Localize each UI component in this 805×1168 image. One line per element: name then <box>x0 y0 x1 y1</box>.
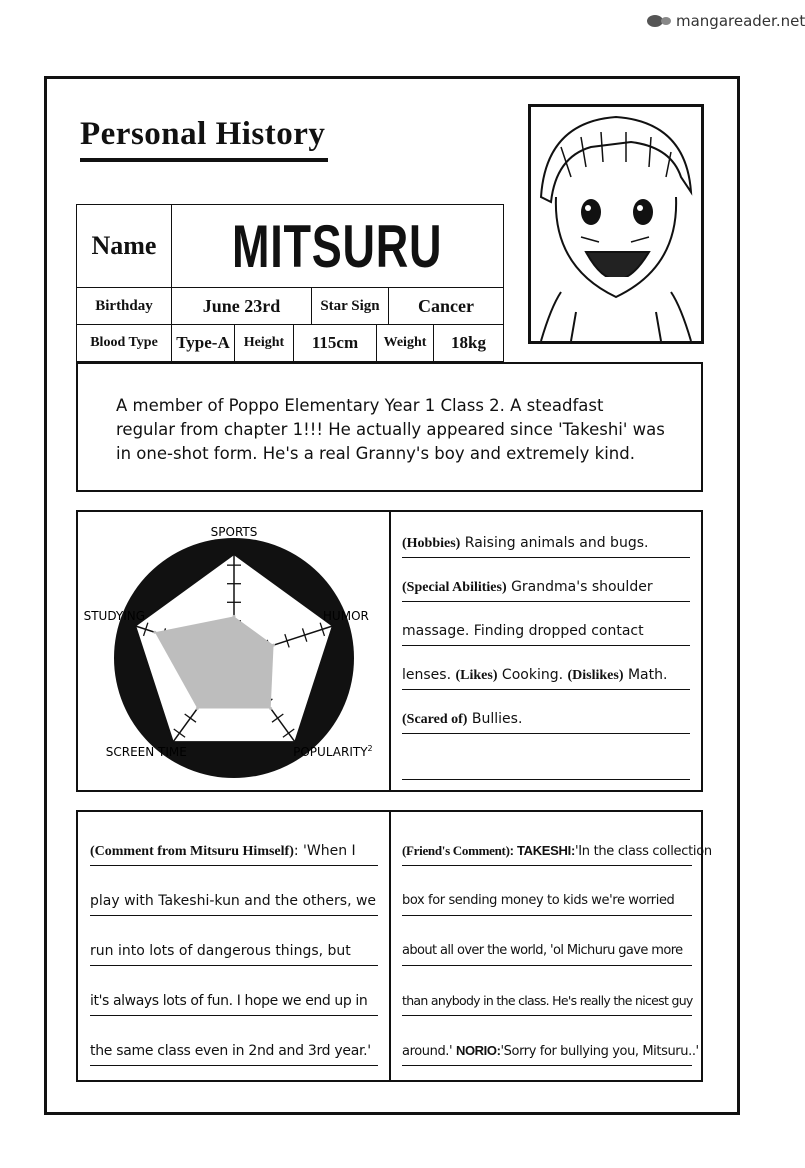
friend-comment-line-4 <box>402 993 692 1016</box>
birthday-label-cell <box>76 287 172 325</box>
special-abilities-text-cont: massage. Finding dropped contact <box>402 623 644 639</box>
traits-line-2 <box>402 579 690 602</box>
self-comment-text-2: play with Takeshi-kun and the others, we <box>90 893 377 909</box>
traits-line-6 <box>402 757 690 780</box>
traits-line-5 <box>402 711 690 734</box>
height-value: 115cm <box>311 333 359 352</box>
self-comment-line-5 <box>90 1043 378 1066</box>
self-comment-line-2 <box>90 893 378 916</box>
description-box <box>76 362 703 492</box>
blood-type-label: Blood Type <box>90 335 158 350</box>
radar-point-popularity <box>269 707 272 710</box>
radar-label-studying: STUDYING <box>83 608 146 623</box>
self-comment-label: (Comment from Mitsuru Himself) <box>90 844 294 859</box>
star-sign-value-cell <box>388 287 504 325</box>
friend-comment-text-4: than anybody in the class. He's really the nicest guy <box>402 993 693 1008</box>
page-title: Personal History <box>80 116 326 152</box>
friend-speaker-takeshi: : TAKESHI: <box>509 843 575 858</box>
star-sign-label: Star Sign <box>320 297 380 314</box>
traits-line-4 <box>402 667 690 690</box>
watermark <box>646 12 805 30</box>
friend-comment-line-5 <box>402 1043 699 1066</box>
name-value: MITSURU <box>232 212 443 280</box>
blood-type-value: Type-A <box>176 333 230 352</box>
radar-label-sports: SPORTS <box>210 525 258 539</box>
scared-of-text: Bullies. <box>467 711 523 727</box>
birthday-value: June 23rd <box>202 295 281 316</box>
dislikes-label: (Dislikes) <box>567 668 624 683</box>
description-line-1: A member of Poppo Elementary Year 1 Class 2. A steadfast <box>116 396 604 415</box>
radar-label-popularity-sup: 2 <box>367 744 373 754</box>
comments-divider <box>389 812 391 1080</box>
watermark-text: mangareader.net <box>676 12 805 30</box>
special-abilities-text: Grandma's shoulder <box>506 579 653 595</box>
self-comment-text-3: run into lots of dangerous things, but <box>90 943 351 959</box>
hobbies-label: (Hobbies) <box>402 536 461 551</box>
radar-point-humor <box>272 644 275 647</box>
portrait-frame <box>528 104 704 344</box>
hobbies-text: Raising animals and bugs. <box>460 535 649 551</box>
radar-chart <box>66 520 396 782</box>
blood-type-label-cell <box>76 324 172 362</box>
radar-label-popularity <box>293 744 373 759</box>
radar-point-sports <box>233 615 236 618</box>
scared-of-label: (Scared of) <box>402 712 468 727</box>
blood-type-value-cell <box>171 324 235 362</box>
weight-label-cell <box>376 324 434 362</box>
radar-label-screen-time: SCREEN TIME <box>105 745 187 760</box>
self-comment-text-5: the same class even in 2nd and 3rd year.' <box>90 1043 371 1059</box>
friend-comment-text-3: about all over the world, 'ol Michuru gave more <box>402 943 683 958</box>
radar-point-screen_time <box>196 707 199 710</box>
radar-label-popularity-text: POPULARITY <box>293 745 368 760</box>
self-comment-line-3 <box>90 943 378 966</box>
friend-speaker-norio: NORIO: <box>455 1043 501 1058</box>
name-label: Name <box>91 231 157 260</box>
name-label-cell <box>76 204 172 288</box>
dislikes-text: Math. <box>623 667 668 683</box>
birthday-value-cell <box>171 287 312 325</box>
height-value-cell <box>293 324 377 362</box>
profile-table <box>76 204 504 362</box>
friend-comment-text-5b: 'Sorry for bullying you, Mitsuru..' <box>500 1044 699 1059</box>
self-comment-line-4 <box>90 993 378 1016</box>
self-comment-text-1: : 'When I <box>293 843 356 859</box>
star-sign-value: Cancer <box>418 295 474 316</box>
title-underline <box>80 158 328 162</box>
height-label-cell <box>234 324 294 362</box>
likes-label: (Likes) <box>455 668 498 683</box>
traits-line-1 <box>402 535 690 558</box>
special-abilities-text-end: lenses. <box>402 667 456 683</box>
weight-label: Weight <box>383 335 427 350</box>
star-sign-label-cell <box>311 287 389 325</box>
birthday-label: Birthday <box>95 297 153 314</box>
weight-value: 18kg <box>451 333 486 352</box>
radar-point-studying <box>153 631 156 634</box>
friend-comment-text-5a: around.' <box>402 1044 456 1059</box>
friend-comment-label: (Friend's Comment) <box>402 843 510 858</box>
radar-label-humor: HUMOR <box>322 608 369 623</box>
friend-comment-text-2: box for sending money to kids we're worried <box>402 893 675 908</box>
weight-value-cell <box>433 324 504 362</box>
likes-text: Cooking. <box>497 667 568 683</box>
description-line-2: regular from chapter 1!!! He actually appeared since 'Takeshi' was <box>116 420 665 439</box>
traits-line-3 <box>402 623 690 646</box>
friend-comment-line-1 <box>402 843 712 866</box>
height-label: Height <box>243 335 285 350</box>
friend-comment-text-1: 'In the class collection <box>574 844 712 859</box>
friend-comment-line-2 <box>402 893 692 916</box>
special-abilities-label: (Special Abilities) <box>402 580 507 595</box>
self-comment-line-1 <box>90 843 378 866</box>
watermark-logo-icon <box>646 13 672 29</box>
description-line-3: in one-shot form. He's a real Granny's boy and extremely kind. <box>116 444 635 463</box>
name-value-cell <box>171 204 504 288</box>
friend-comment-line-3 <box>402 943 692 966</box>
self-comment-text-4: it's always lots of fun. I hope we end up in <box>90 993 368 1009</box>
portrait-illustration <box>531 107 701 341</box>
